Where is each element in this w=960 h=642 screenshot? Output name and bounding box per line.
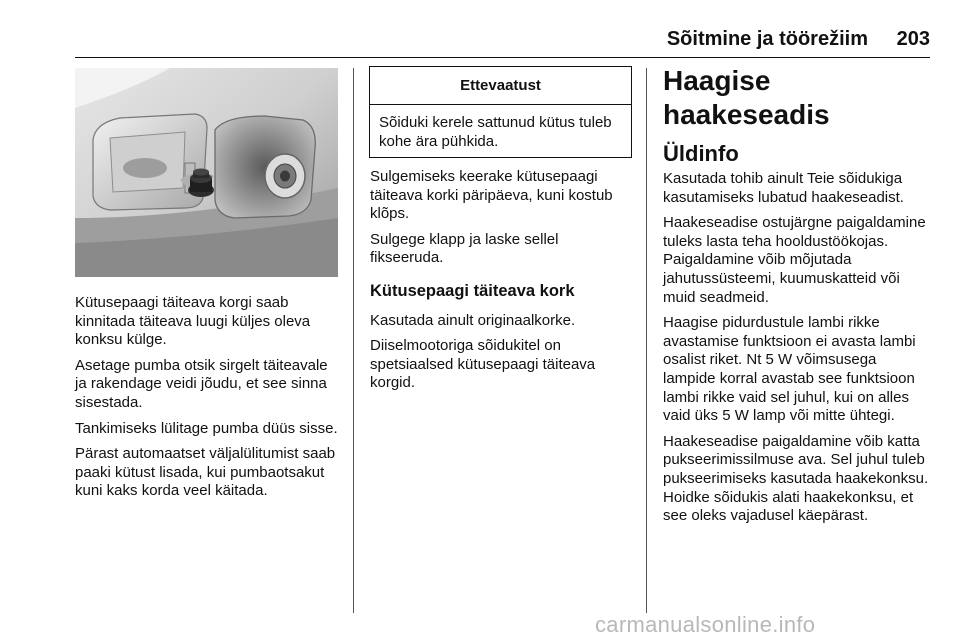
section-title: Sõitmine ja töörežiim xyxy=(666,28,868,50)
column-divider xyxy=(353,68,354,613)
column-middle xyxy=(370,168,632,400)
caution-title: Ettevaatust xyxy=(370,67,631,105)
column-right xyxy=(663,64,931,533)
paragraph: Kütusepaagi täiteava korgi saab kinnitada täiteava luugi küljes oleva konksu külge. xyxy=(75,294,311,349)
paragraph: Haagise pidurdustule lambi rikke avastamise funktsioon ei avasta lambi osalist riket. Nt 5 W võimsusega lampide korral avastab see funktsioon lambi rikke vaid sel juhul, kui on alles vaid üks 5 W lamp või mitte ühtegi. xyxy=(663,314,916,425)
header-rule xyxy=(75,57,930,58)
paragraph: Tankimiseks lülitage pumba düüs sisse. xyxy=(75,419,338,437)
paragraph: Sulgemiseks keerake kütusepaagi täiteava korki päripäeva, kuni kostub klõps. xyxy=(370,168,613,223)
paragraph: Kasutada tohib ainult Teie sõidukiga kasutamiseks lubatud haakeseadist. xyxy=(663,170,904,206)
column-left xyxy=(75,294,343,508)
caution-box xyxy=(369,66,632,158)
section-heading: Kütusepaagi täiteava kork xyxy=(370,281,575,300)
paragraph: Haakeseadise paigaldamine võib katta pukseerimissilmuse ava. Sel juhul tuleb pukseerimiseks kasutada haakekonksu. Hoidke sõidukis alati haakekonksu, et see oleks vajadusel käepärast. xyxy=(663,432,929,525)
watermark: carmanualsonline.info xyxy=(595,612,816,637)
paragraph: Diiselmootoriga sõidukitel on spetsiaalsed kütusepaagi täiteava korgid. xyxy=(370,337,596,392)
paragraph: Kasutada ainult originaalkorke. xyxy=(370,311,576,329)
page-header xyxy=(75,28,930,58)
chapter-heading: Haagise haakeseadis xyxy=(663,65,830,130)
paragraph: Sulgege klapp ja laske sellel fikseeruda. xyxy=(370,230,559,267)
column-divider xyxy=(646,68,647,613)
paragraph: Haakeseadise ostujärgne paigaldamine tuleks lasta teha hooldustöökojas. Paigaldamine võib mõjutada jahutussüsteemi, kuumuskatteid või muid seadmeid. xyxy=(663,214,926,306)
subsection-heading: Üldinfo xyxy=(663,141,739,166)
page-number: 203 xyxy=(896,28,930,50)
caution-text: Sõiduki kerele sattunud kütus tuleb kohe ära pühkida. xyxy=(379,114,612,150)
fuel-filler-illustration xyxy=(75,68,338,277)
paragraph: Pärast automaatset väljalülitumist saab paaki kütust lisada, kui pumbaotsakut kuni kaks korda veel käitada. xyxy=(75,445,336,500)
paragraph: Asetage pumba otsik sirgelt täiteavale ja rakendage veidi jõudu, et see sinna sisestada. xyxy=(75,356,328,411)
fuel-filler-photo xyxy=(75,68,338,277)
